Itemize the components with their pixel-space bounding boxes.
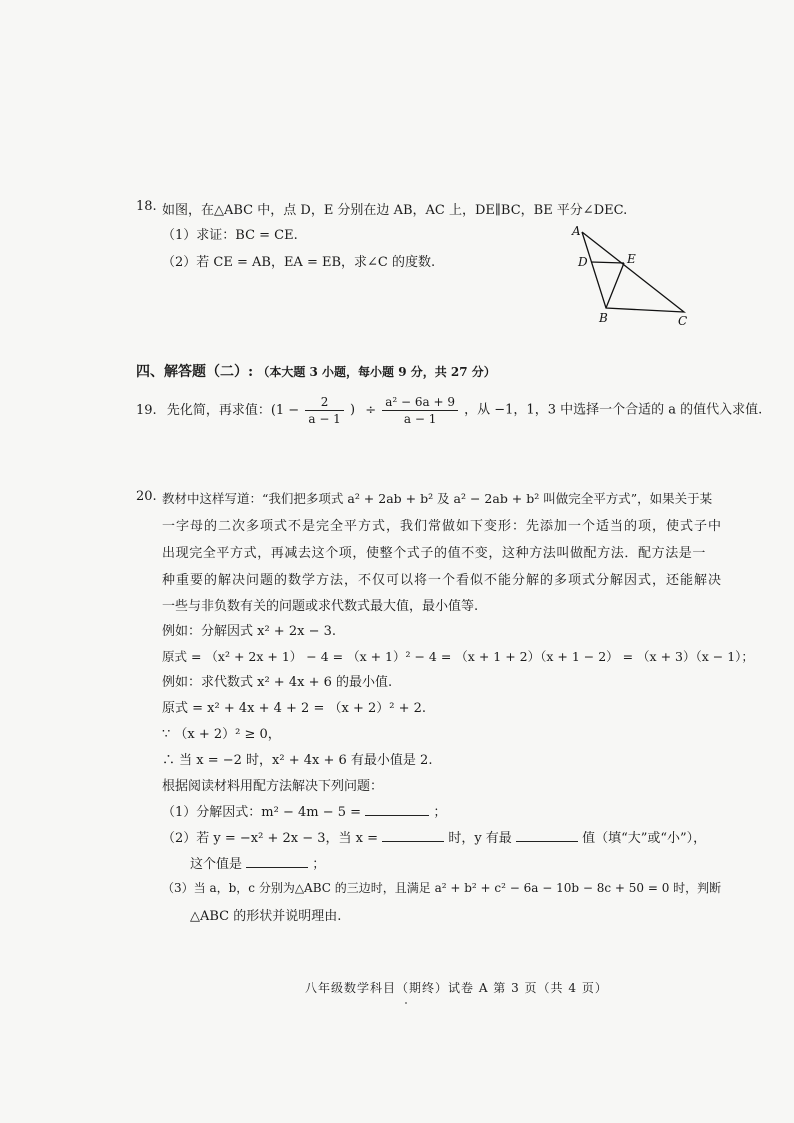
q20-part-1 [162,801,446,820]
q20-part-2-text: （2）若 y = −x² + 2x − 3，当 x = [162,831,379,846]
q19-line [136,394,762,427]
segment-ab-bc-ca [582,232,684,312]
label-d: D [578,255,588,269]
q19-f1-numerator: 2 [305,394,343,411]
q20-example-1: 例如：分解因式 x² + 2x − 3. [162,624,336,639]
segment-be [606,263,624,308]
q20-part-2-end: ； [312,857,326,872]
q20-example-2-solution: 原式 = x² + 4x + 4 + 2 = （x + 2）² + 2. [162,701,427,716]
q20-therefore-line: ∴ 当 x = −2 时，x² + 4x + 6 有最小值是 2. [162,753,433,768]
q20-line-5: 一些与非负数有关的问题或求代数式最大值，最小值等. [162,599,479,614]
q20-line-4: 种重要的解决问题的数学方法，不仅可以将一个看似不能分解的多项式分解因式，还能解决 [162,573,723,588]
section-4-title: 四、解答题（二）: [136,364,254,380]
q20-because-line: ∵ （x + 2）² ≥ 0， [162,727,281,742]
answer-blank-3[interactable] [516,827,578,842]
q19-number: 19. [136,403,157,418]
q20-part-3-line-2: △ABC 的形状并说明理由. [190,909,342,924]
answer-blank-2[interactable] [382,827,444,842]
page-footer: 八年级数学科目（期终）试卷 A 第 3 页（共 4 页） [305,981,608,995]
q18-part2: （2）若 CE = AB，EA = EB，求∠C 的度数. [162,255,436,270]
section-4-header [136,361,496,381]
label-a: A [572,224,581,238]
q19-f2-denominator: a − 1 [403,412,437,426]
triangle-figure [566,222,696,330]
label-b: B [599,311,608,325]
q20-instruction: 根据阅读材料用配方法解决下列问题： [162,779,384,794]
scan-speck [405,1002,407,1004]
q20-part-3: （3）当 a，b，c 分别为△ABC 的三边时，且满足 a² + b² + c² − 6a − 10b − 8c + 50 = 0 时，判断 [162,881,722,895]
section-4-note: （本大题 3 小题，每小题 9 分，共 27 分） [257,365,496,379]
q20-line-1: 教材中这样写道：“我们把多项式 a² + 2ab + b² 及 a² − 2ab + b² 叫做完全平方式”，如果关于某 [162,491,713,506]
label-e: E [627,252,636,266]
q19-divide: ÷ [365,402,377,418]
q20-part-1-end: ； [433,805,447,820]
q20-part-2-mid: 时，y 有最 [448,831,512,846]
q19-f1-denominator: a − 1 [308,412,341,426]
segment-de [591,262,624,263]
q20-part-2-value-text: 这个值是 [190,857,243,872]
q20-part-2-line-2 [190,853,325,872]
q19-suffix: ，从 −1，1，3 中选择一个合适的 a 的值代入求值. [464,402,763,418]
q20-number: 20. [136,489,157,504]
q18-part1: （1）求证：BC = CE. [162,228,298,243]
q20-part-2-tail: 值（填“大”或“小”）， [582,831,707,846]
q20-example-2: 例如：求代数式 x² + 4x + 6 的最小值. [162,675,393,690]
q19-close-paren: ) [349,402,356,418]
label-c: C [678,314,688,328]
q19-fraction-2 [382,394,458,427]
q18-stem: 如图，在△ABC 中，点 D，E 分别在边 AB，AC 上，DE∥BC，BE 平分∠DEC. [162,203,628,218]
answer-blank-4[interactable] [246,853,308,868]
q20-line-2: 一字母的二次多项式不是完全平方式，我们常做如下变形：先添加一个适当的项，使式子中 [162,519,723,534]
q20-part-2 [162,827,706,846]
answer-blank-1[interactable] [365,801,429,816]
q18-number: 18. [136,199,157,214]
q19-prefix: 先化简，再求值：(1 − [166,402,300,418]
q20-example-1-solution: 原式 = （x² + 2x + 1） − 4 = （x + 1）² − 4 = （x + 1 + 2）（x + 1 − 2） = （x + 3）（x − 1）； [162,649,754,664]
q19-f2-numerator: a² − 6a + 9 [382,394,458,411]
q19-fraction-1 [305,394,343,427]
q20-part-1-text: （1）分解因式：m² − 4m − 5 = [162,805,362,820]
q20-line-3: 出现完全平方式，再减去这个项，使整个式子的值不变，这种方法叫做配方法．配方法是一 [162,546,707,561]
